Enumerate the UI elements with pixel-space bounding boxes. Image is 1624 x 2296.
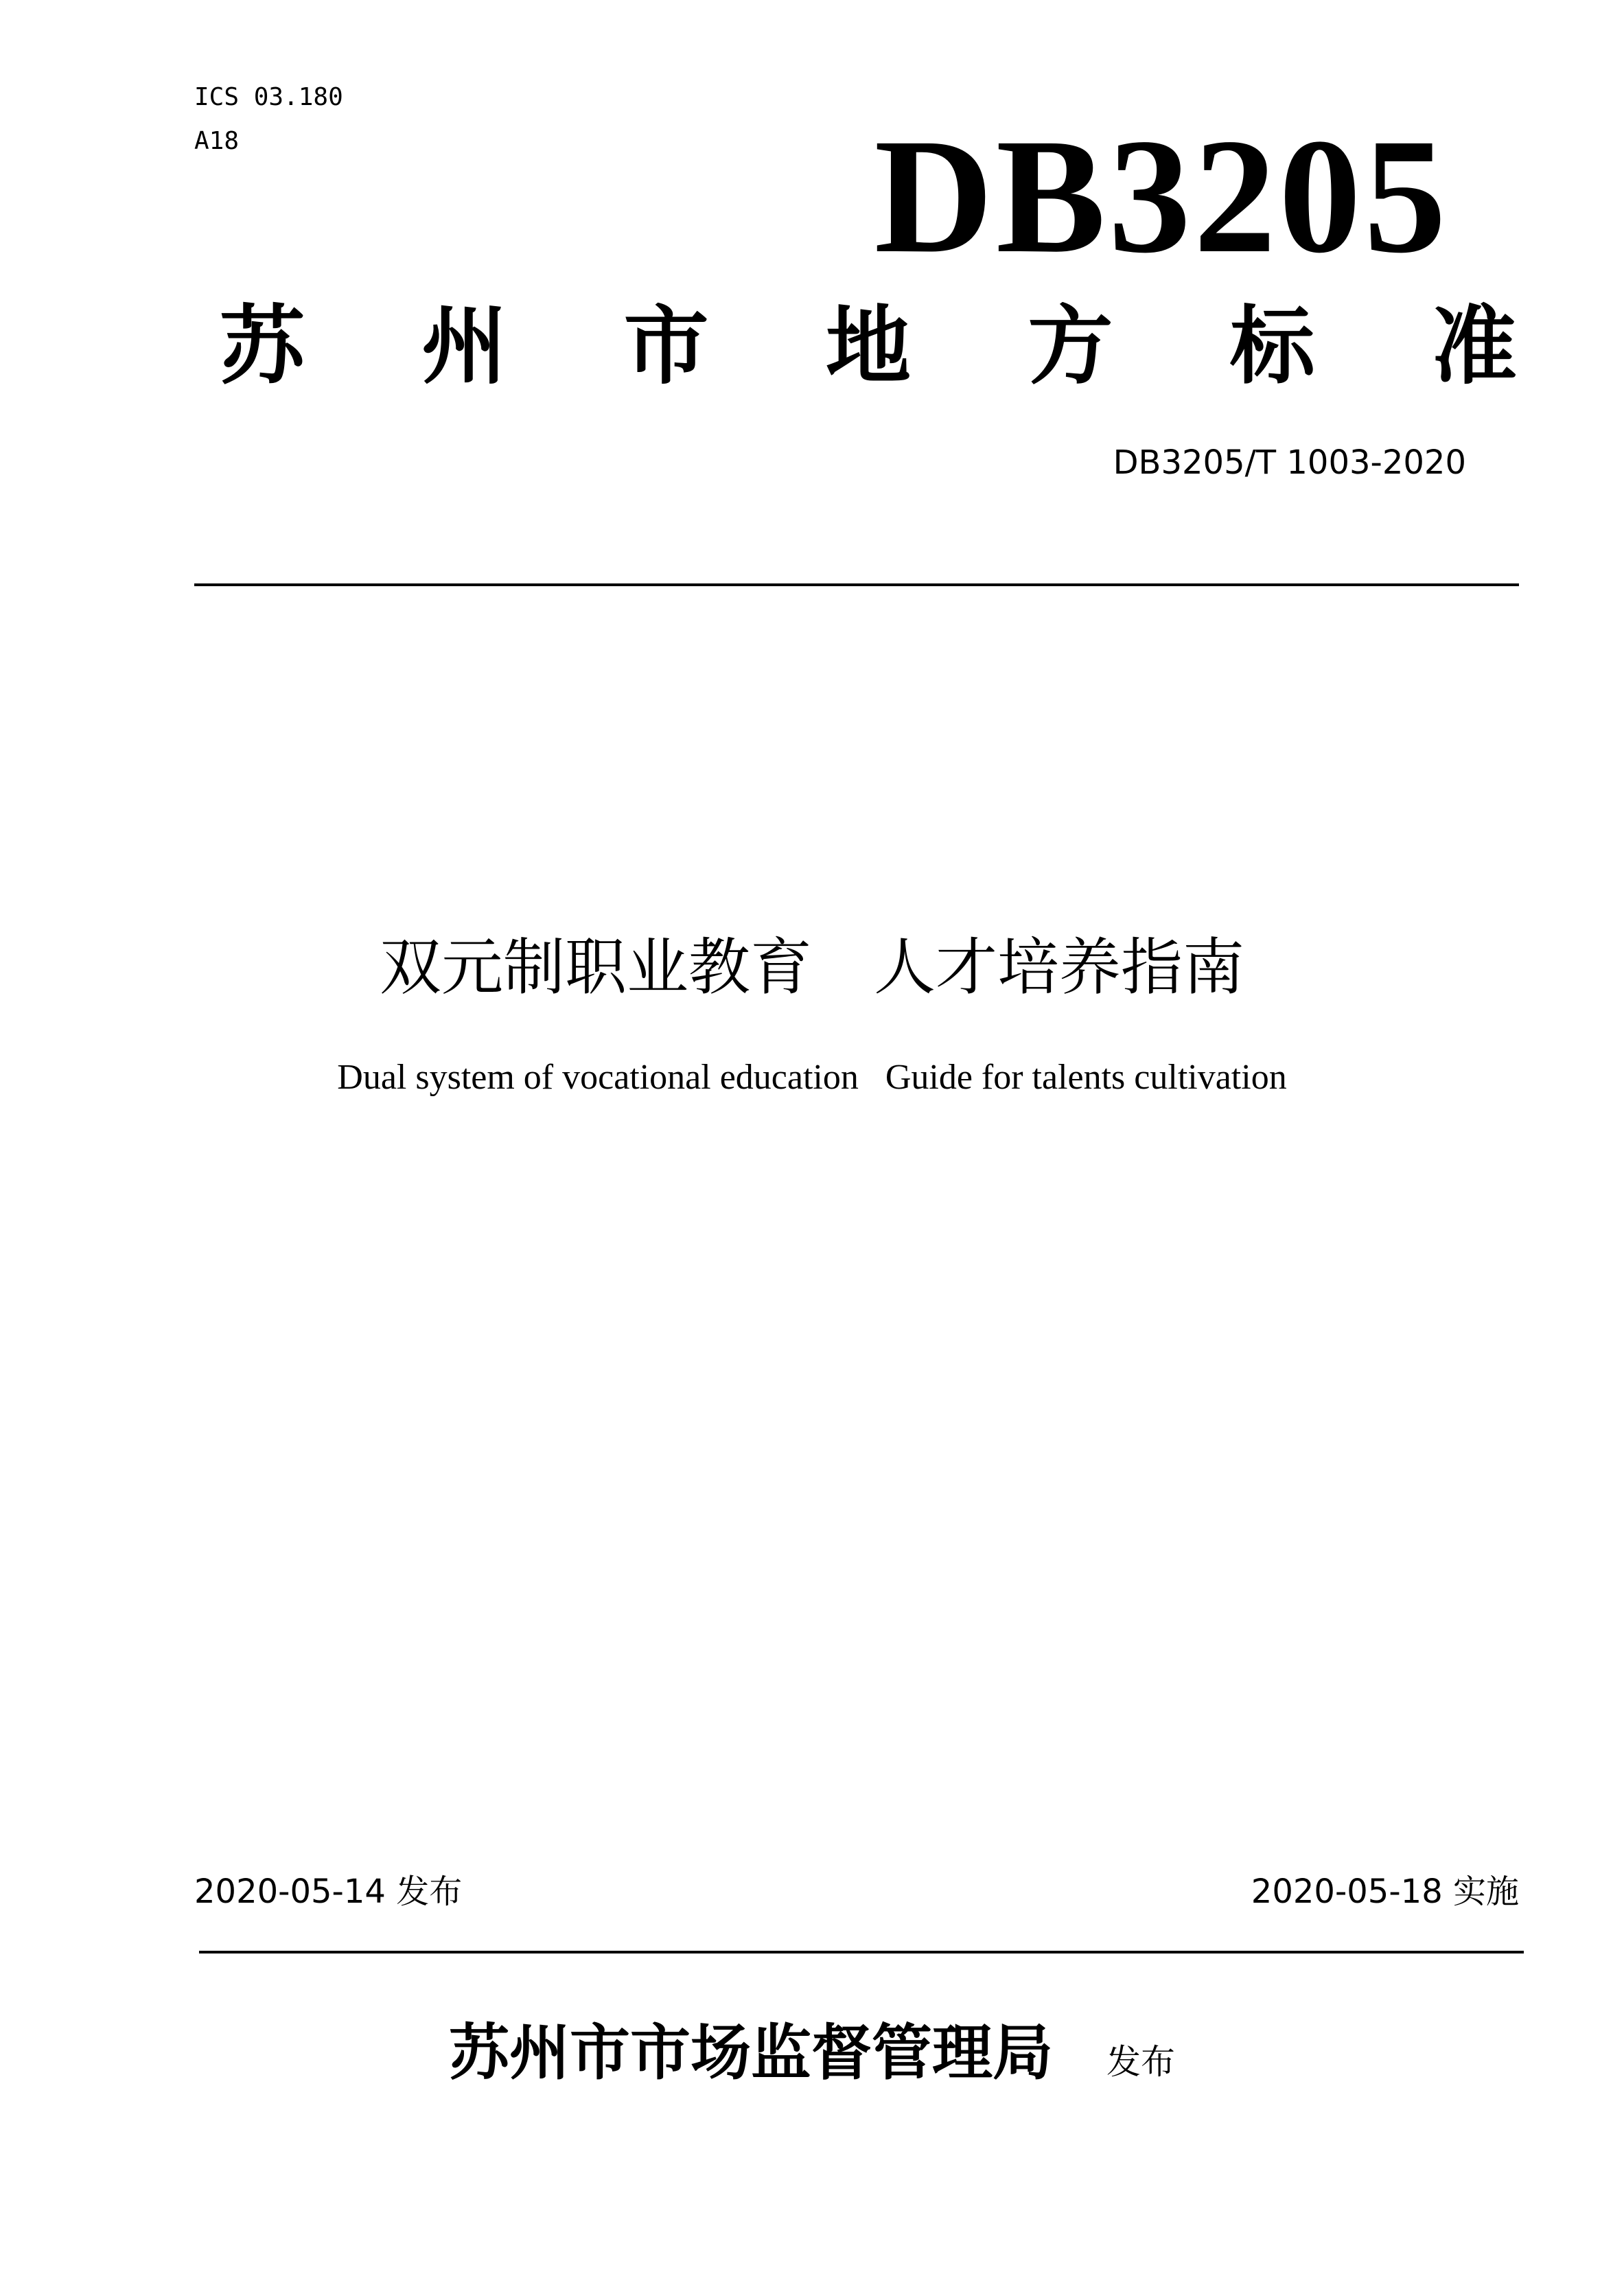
standard-code-heading: DB3205 xyxy=(874,104,1449,287)
standard-type-char: 地 xyxy=(825,297,911,396)
implement-date: 2020-05-18 实施 xyxy=(1251,1872,1519,1911)
bottom-divider xyxy=(199,1951,1524,1953)
standard-type-char: 市 xyxy=(623,297,709,396)
standard-type-char: 苏 xyxy=(220,297,305,396)
document-title-chinese: 双元制职业教育 人才培养指南 xyxy=(380,931,1244,1004)
standard-type-char: 准 xyxy=(1431,297,1517,396)
standard-type-char: 标 xyxy=(1229,297,1315,396)
issuer-suffix: 发布 xyxy=(1106,2042,1175,2082)
issuer-name: 苏州市市场监督管理局 xyxy=(448,2017,1053,2088)
standard-type-char: 方 xyxy=(1028,297,1113,396)
publish-date: 2020-05-14 发布 xyxy=(194,1872,463,1911)
standard-number: DB3205/T 1003-2020 xyxy=(1113,443,1466,482)
standard-type-heading xyxy=(220,288,1517,405)
ics-code: ICS 03.180 xyxy=(194,83,343,111)
document-title-english: Dual system of vocational education Guide for talents cultivation xyxy=(337,1058,1287,1097)
issuer-line xyxy=(0,2015,1624,2090)
classification-code: A18 xyxy=(194,127,240,155)
standard-type-char: 州 xyxy=(421,297,507,396)
top-divider xyxy=(194,583,1519,586)
